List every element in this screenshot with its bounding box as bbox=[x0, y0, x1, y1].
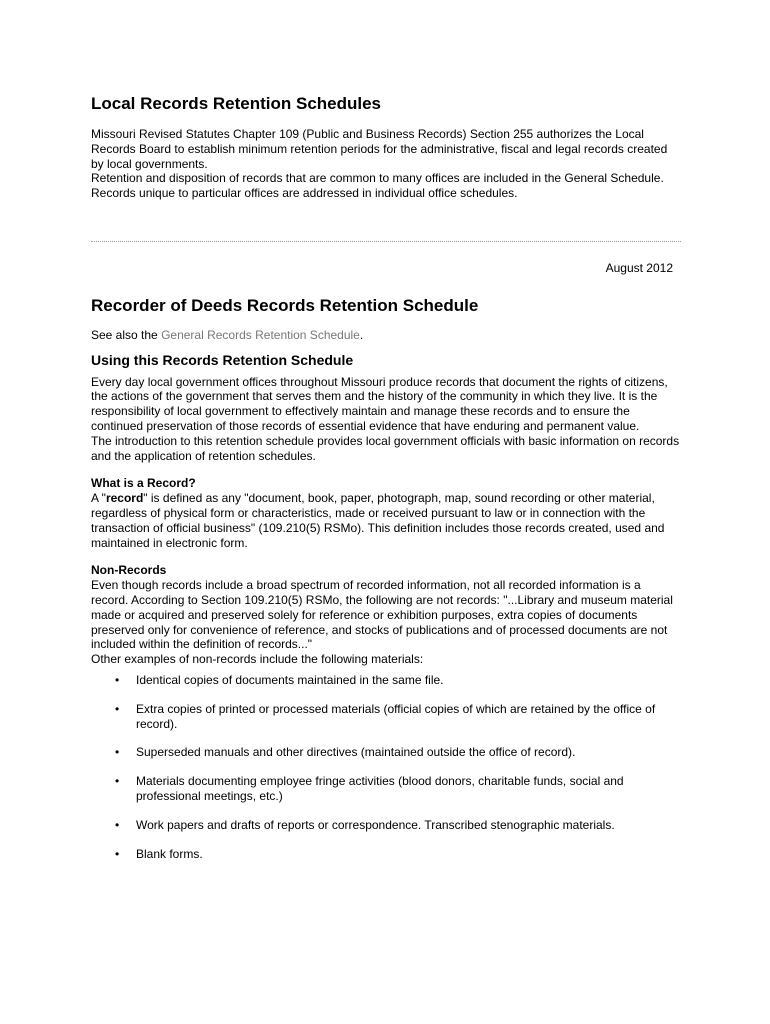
record-definition-prefix: A " bbox=[91, 491, 106, 506]
non-records-paragraph: Even though records include a broad spectrum of recorded information, not all recorded information is a record. According to Section 109.210(5) RSMo, the following are not records: "...Library and museum material made or acquired and preserved solely for reference or exhibition purposes, extra copies of documents preserved only for convenience of reference, and stocks of publications and of processed documents are not included within the definition of records..." bbox=[91, 578, 673, 652]
schedule-date: August 2012 bbox=[605, 260, 673, 275]
list-item-text: Materials documenting employee fringe activities (blood donors, charitable funds, social and professional meetings, etc.) bbox=[136, 774, 624, 803]
intro-paragraph-general-schedule: Retention and disposition of records that are common to many offices are included in the General Schedule. Records unique to particular offices are addressed in individual office schedules. bbox=[91, 171, 664, 201]
list-item-text: Superseded manuals and other directives (maintained outside the office of record). bbox=[136, 745, 576, 760]
bullet-icon: • bbox=[115, 774, 120, 789]
list-item-text: Work papers and drafts of reports or correspondence. Transcribed stenographic materials. bbox=[136, 817, 615, 832]
list-item bbox=[91, 847, 681, 862]
using-paragraph-2: The introduction to this retention schedule provides local government officials with basic information on records and the application of retention schedules. bbox=[91, 433, 680, 463]
document-page bbox=[91, 94, 681, 875]
list-item bbox=[91, 673, 681, 688]
list-item-text: Identical copies of documents maintained in the same file. bbox=[136, 672, 444, 687]
bullet-icon: • bbox=[115, 672, 120, 687]
non-records-examples-intro: Other examples of non-records include the following materials: bbox=[91, 652, 424, 667]
bullet-icon: • bbox=[115, 701, 120, 716]
record-definition bbox=[91, 491, 681, 550]
see-also-prefix: See also the bbox=[91, 327, 162, 342]
list-item bbox=[91, 745, 681, 760]
bullet-icon: • bbox=[115, 846, 120, 861]
list-item bbox=[91, 774, 681, 804]
page-title: Local Records Retention Schedules bbox=[91, 94, 382, 113]
using-paragraph-1: Every day local government offices throughout Missouri produce records that document the rights of citizens, the actions of the government that serves them and the history of the community in which they live. It is the responsibility of local government to effectively maintain and manage these records and to ensure the continued preservation of those records of essential evidence that have enduring and permanent value. bbox=[91, 374, 668, 433]
record-term: record bbox=[105, 491, 144, 506]
list-item-text: Extra copies of printed or processed materials (official copies of which are retained by the office of record). bbox=[136, 701, 656, 731]
bullet-icon: • bbox=[115, 745, 120, 760]
general-schedule-link[interactable]: General Records Retention Schedule bbox=[161, 327, 360, 342]
what-is-record-heading: What is a Record? bbox=[91, 476, 196, 491]
list-item bbox=[91, 702, 681, 732]
list-item bbox=[91, 818, 681, 833]
using-heading: Using this Records Retention Schedule bbox=[91, 351, 354, 368]
record-definition-body: " is defined as any "document, book, paper, photograph, map, sound recording or other material, regardless of physical form or characteristics, made or received pursuant to law or in connection with the transaction of official business" (109.210(5) RSMo). This definition includes those records created, used and maintained in electronic form. bbox=[91, 491, 665, 550]
intro-paragraph-statute: Missouri Revised Statutes Chapter 109 (Public and Business Records) Section 255 authorizes the Local Records Board to establish minimum retention periods for the administrative, fiscal and legal records created by local governments. bbox=[91, 127, 668, 171]
non-records-list bbox=[91, 673, 681, 861]
schedule-title: Recorder of Deeds Records Retention Schedule bbox=[91, 295, 479, 315]
non-records-heading: Non-Records bbox=[91, 563, 167, 578]
bullet-icon: • bbox=[115, 817, 120, 832]
list-item-text: Blank forms. bbox=[136, 846, 203, 861]
see-also-line bbox=[91, 328, 681, 343]
see-also-suffix: . bbox=[359, 327, 364, 342]
